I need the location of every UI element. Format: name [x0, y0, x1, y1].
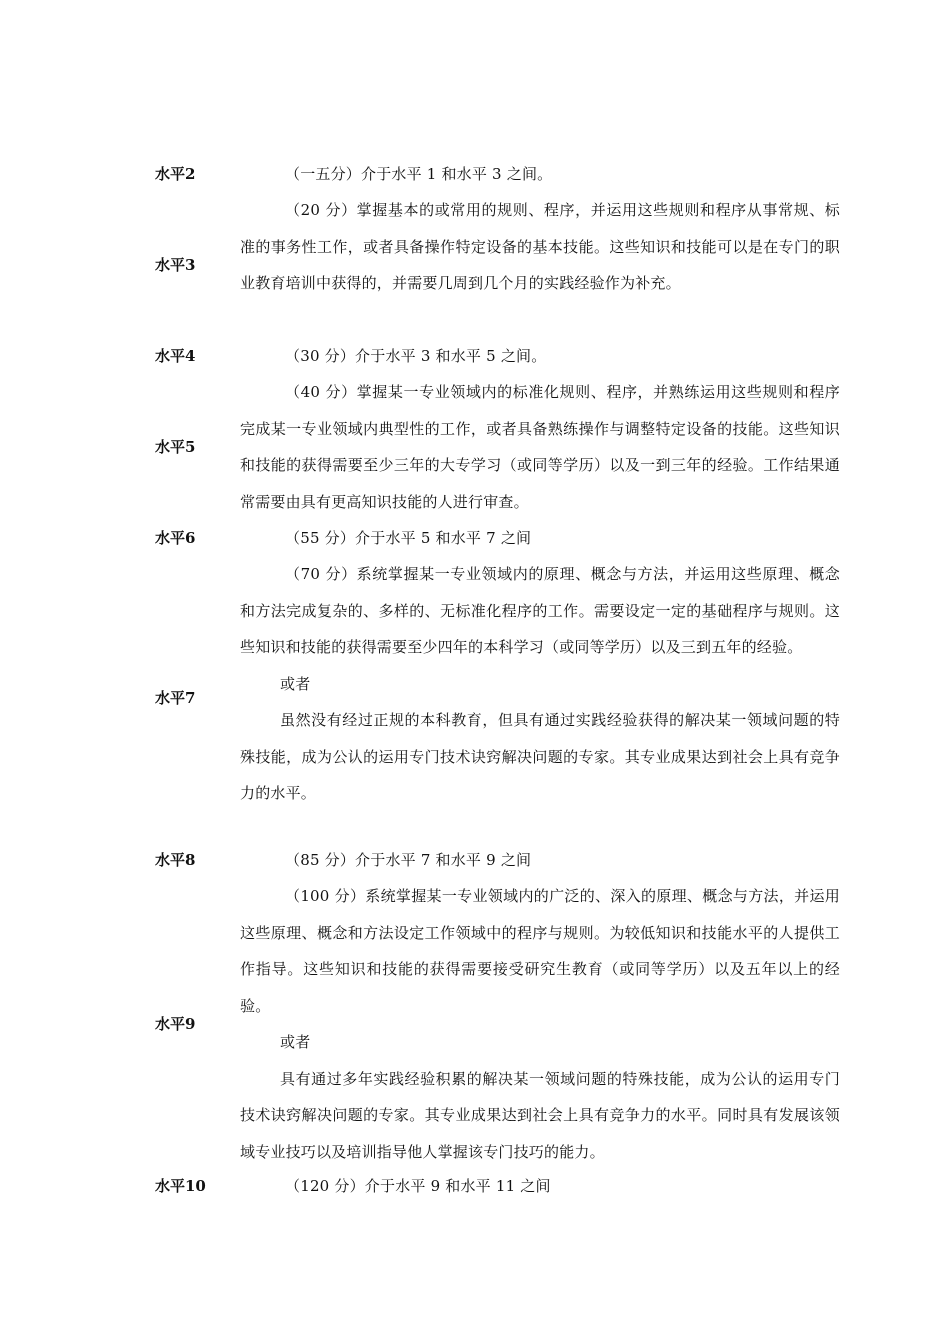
paragraph: 虽然没有经过正规的本科教育，但具有通过实践经验获得的解决某一领域问题的特殊技能，成为公认的运用专门技术诀窍解决问题的专家。其专业成果达到社会上具有竞争力的水平。 — [240, 711, 840, 802]
paragraph-or: 或者 — [280, 674, 311, 693]
level-label: 水平10 — [155, 1177, 206, 1195]
paragraph: 具有通过多年实践经验积累的解决某一领域问题的特殊技能，成为公认的运用专门技术诀窍解决问题的专家。其专业成果达到社会上具有竞争力的水平。同时具有发展该领域专业技巧以及培训指导他人掌握该专门技巧的能力。 — [240, 1069, 840, 1161]
level-description — [240, 1168, 840, 1205]
paragraph: （120 分）介于水平 9 和水平 11 之间 — [285, 1177, 551, 1195]
paragraph: （20 分）掌握基本的或常用的规则、程序，并运用这些规则和程序从事常规、标准的事务性工作，或者具备操作特定设备的基本技能。这些知识和技能可以是在专门的职业教育培训中获得的，并需要几周到几个月的实践经验作为补充。 — [240, 201, 840, 292]
level-description — [240, 878, 840, 1170]
level-label: 水平2 — [155, 165, 196, 183]
paragraph: （一五分）介于水平 1 和水平 3 之间。 — [285, 165, 553, 183]
level-description — [240, 374, 840, 520]
level-label: 水平3 — [155, 256, 196, 274]
paragraph: （85 分）介于水平 7 和水平 9 之间 — [285, 851, 532, 869]
paragraph: （55 分）介于水平 5 和水平 7 之间 — [285, 529, 532, 547]
level-description — [240, 192, 840, 302]
level-description — [240, 842, 840, 879]
level-label: 水平5 — [155, 438, 196, 456]
paragraph: （40 分）掌握某一专业领域内的标准化规则、程序，并熟练运用这些规则和程序完成某一专业领域内典型性的工作，或者具备熟练操作与调整特定设备的技能。这些知识和技能的获得需要至少三年的大专学习（或同等学历）以及一到三年的经验。工作结果通常需要由具有更高知识技能的人进行审查。 — [240, 383, 840, 511]
level-label: 水平6 — [155, 529, 196, 547]
level-label: 水平9 — [155, 1015, 196, 1033]
paragraph: （100 分）系统掌握某一专业领域内的广泛的、深入的原理、概念与方法，并运用这些原理、概念和方法设定工作领域中的程序与规则。为较低知识和技能水平的人提供工作指导。这些知识和技能的获得需要接受研究生教育（或同等学历）以及五年以上的经验。 — [240, 887, 840, 1015]
level-label: 水平7 — [155, 689, 196, 707]
level-label: 水平8 — [155, 851, 196, 869]
paragraph: （70 分）系统掌握某一专业领域内的原理、概念与方法，并运用这些原理、概念和方法完成复杂的、多样的、无标准化程序的工作。需要设定一定的基础程序与规则。这些知识和技能的获得需要至少四年的本科学习（或同等学历）以及三到五年的经验。 — [240, 565, 840, 656]
level-description — [240, 556, 840, 812]
level-description — [240, 156, 840, 193]
level-label: 水平4 — [155, 347, 196, 365]
paragraph-or: 或者 — [280, 1033, 311, 1051]
level-description — [240, 520, 840, 557]
paragraph: （30 分）介于水平 3 和水平 5 之间。 — [285, 347, 547, 365]
level-description — [240, 338, 840, 375]
